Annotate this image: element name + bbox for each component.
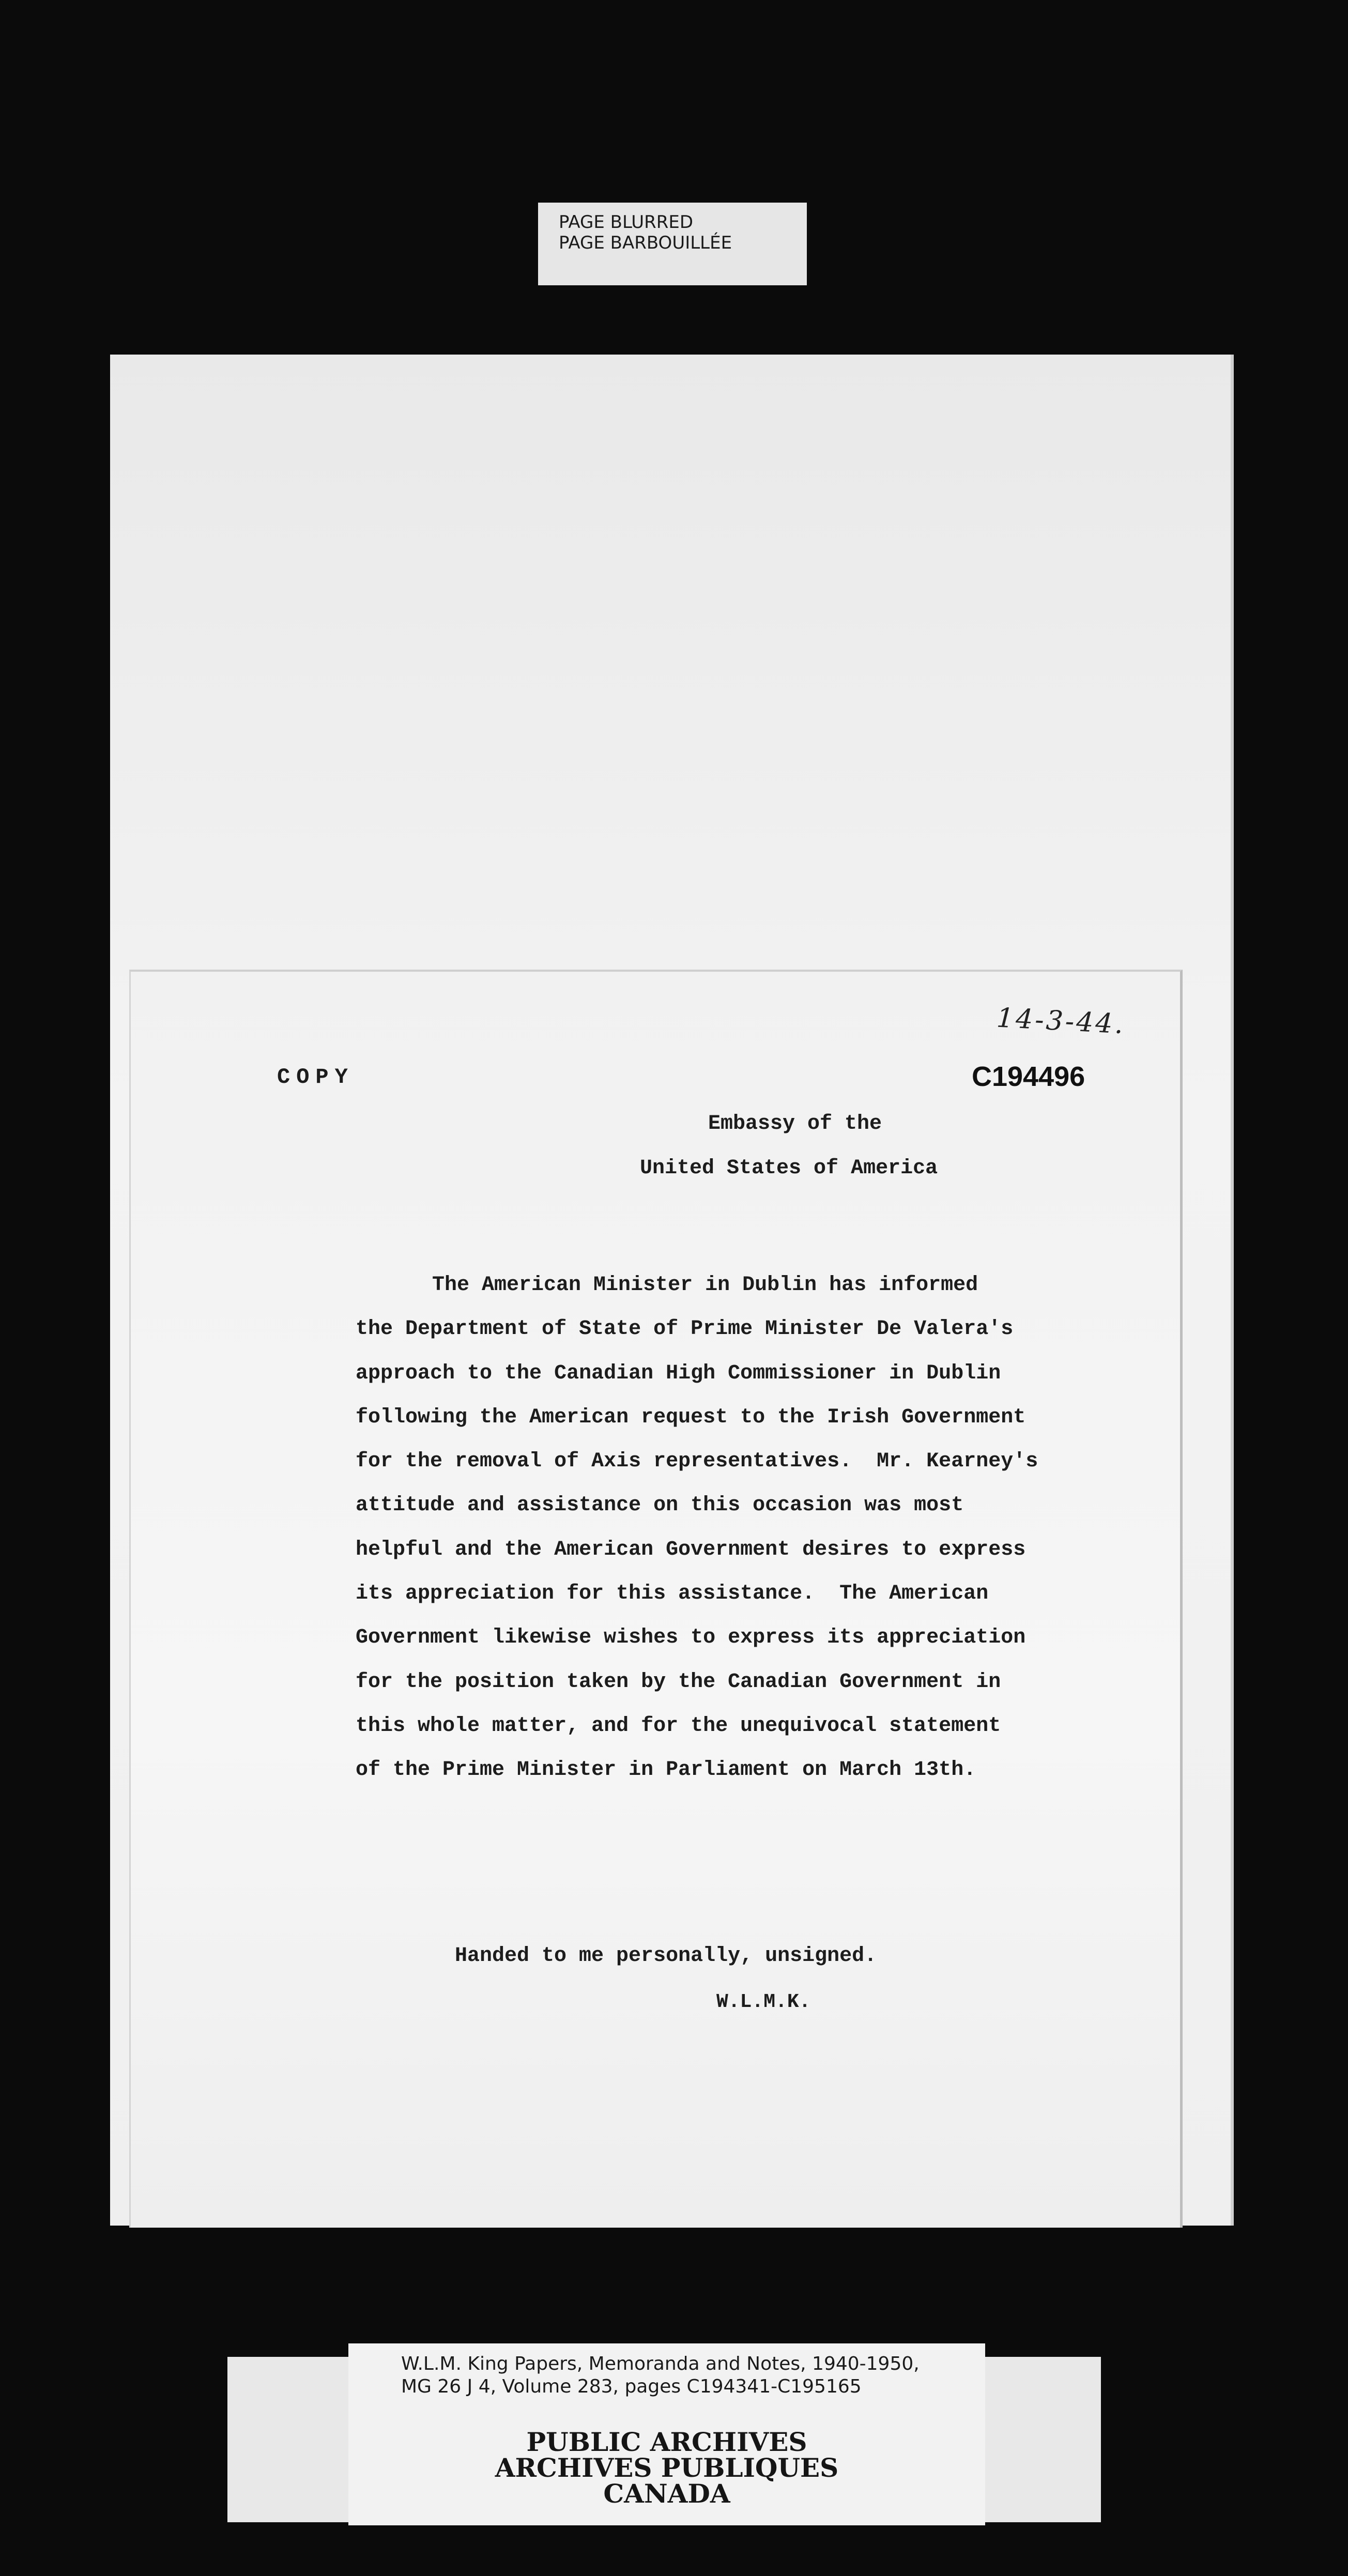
body-line: approach to the Canadian High Commissioner in Dublin bbox=[356, 1361, 1001, 1385]
reference-line-1: W.L.M. King Papers, Memoranda and Notes, 1940-1950, bbox=[401, 2353, 920, 2374]
embassy-line-1: Embassy of the bbox=[708, 1112, 882, 1136]
label-line-1: PAGE BLURRED bbox=[559, 212, 693, 233]
archives-line-3: CANADA bbox=[603, 2478, 730, 2509]
body-line: this whole matter, and for the unequivocal statement bbox=[356, 1714, 1001, 1738]
page-blurred-label bbox=[538, 203, 807, 285]
handed-note: Handed to me personally, unsigned. bbox=[455, 1944, 877, 1968]
reference-line-2: MG 26 J 4, Volume 283, pages C194341-C195165 bbox=[401, 2376, 862, 2397]
body-line: for the position taken by the Canadian Government in bbox=[356, 1670, 1001, 1694]
memo-body bbox=[356, 1263, 1100, 1792]
body-line: for the removal of Axis representatives. Mr. Kearney's bbox=[356, 1450, 1038, 1474]
copy-label: COPY bbox=[277, 1065, 354, 1090]
body-line: following the American request to the Irish Government bbox=[356, 1405, 1026, 1429]
initials: W.L.M.K. bbox=[716, 1991, 811, 2013]
label-line-2: PAGE BARBOUILLÉE bbox=[559, 233, 732, 253]
footer-reference bbox=[401, 2353, 920, 2398]
body-line: its appreciation for this assistance. The American bbox=[356, 1582, 989, 1606]
body-line: attitude and assistance on this occasion was most bbox=[356, 1494, 964, 1517]
handwritten-date: 14-3-44. bbox=[995, 1002, 1126, 1040]
archives-line-1: PUBLIC ARCHIVES bbox=[526, 2427, 807, 2457]
body-line: helpful and the American Government desires to express bbox=[356, 1538, 1026, 1561]
embassy-line-2: United States of America bbox=[640, 1157, 938, 1180]
body-line: of the Prime Minister in Parliament on March 13th. bbox=[356, 1758, 976, 1782]
body-line: the Department of State of Prime Minister De Valera's bbox=[356, 1317, 1014, 1341]
document-number: C194496 bbox=[972, 1061, 1085, 1092]
body-line: Government likewise wishes to express its appreciation bbox=[356, 1626, 1026, 1650]
archives-stamp bbox=[348, 2429, 985, 2507]
body-line: The American Minister in Dublin has informed bbox=[432, 1274, 978, 1297]
archives-line-2: ARCHIVES PUBLIQUES bbox=[495, 2452, 839, 2483]
